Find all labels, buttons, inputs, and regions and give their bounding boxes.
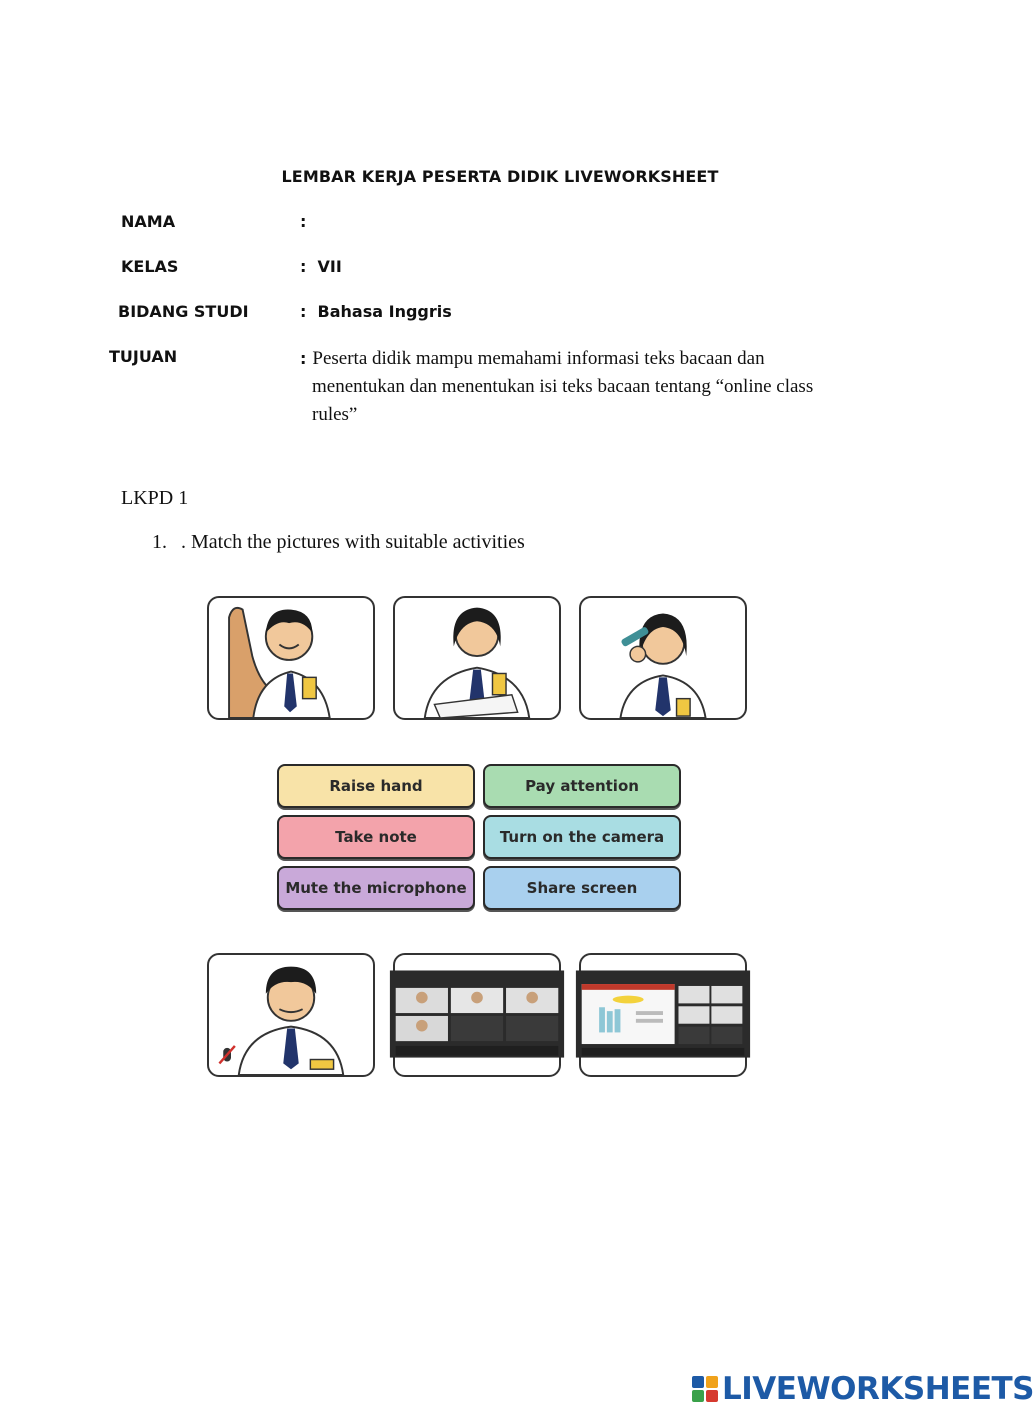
logo-mark-icon <box>692 1376 718 1402</box>
bidang-studi-label: BIDANG STUDI <box>118 302 249 321</box>
question-number: 1. <box>152 531 167 553</box>
instruction <box>152 531 525 554</box>
kelas-label: KELAS <box>121 257 179 276</box>
share-screen-illustration <box>581 955 745 1075</box>
picture-take-note[interactable] <box>393 596 561 720</box>
pay-attention-illustration <box>581 598 745 718</box>
mute-microphone-illustration <box>209 955 373 1075</box>
tujuan-line-1: Peserta didik mampu memahami informasi teks bacaan dan <box>312 348 765 369</box>
bidang-studi-value: : Bahasa Inggris <box>300 302 452 321</box>
page-title: LEMBAR KERJA PESERTA DIDIK LIVEWORKSHEET <box>281 167 719 186</box>
liveworksheets-logo <box>692 1372 1034 1406</box>
lkpd-heading: LKPD 1 <box>121 487 189 509</box>
tujuan-line-2: menentukan dan menentukan isi teks bacaan tentang “online class <box>312 376 814 397</box>
option-take-note[interactable]: Take note <box>277 815 475 859</box>
nama-label: NAMA <box>121 212 176 231</box>
take-note-illustration <box>395 598 559 718</box>
option-share-screen[interactable]: Share screen <box>483 866 681 910</box>
instruction-text: . Match the pictures with suitable activities <box>181 531 525 553</box>
option-raise-hand[interactable]: Raise hand <box>277 764 475 808</box>
nama-value: : <box>300 212 307 231</box>
tujuan-label: TUJUAN <box>109 347 178 366</box>
logo-text: LIVEWORKSHEETS <box>722 1371 1034 1407</box>
tujuan-colon: : <box>300 349 307 368</box>
picture-share-screen[interactable] <box>579 953 747 1077</box>
raise-hand-illustration <box>209 598 373 718</box>
option-turn-on-camera[interactable]: Turn on the camera <box>483 815 681 859</box>
kelas-value: : VII <box>300 257 342 276</box>
tujuan-value <box>300 345 870 429</box>
option-mute-microphone[interactable]: Mute the microphone <box>277 866 475 910</box>
picture-turn-on-camera[interactable] <box>393 953 561 1077</box>
picture-raise-hand[interactable] <box>207 596 375 720</box>
picture-mute-microphone[interactable] <box>207 953 375 1077</box>
video-call-grid-illustration <box>395 955 559 1075</box>
picture-pay-attention[interactable] <box>579 596 747 720</box>
option-pay-attention[interactable]: Pay attention <box>483 764 681 808</box>
tujuan-line-3: rules” <box>312 404 358 425</box>
